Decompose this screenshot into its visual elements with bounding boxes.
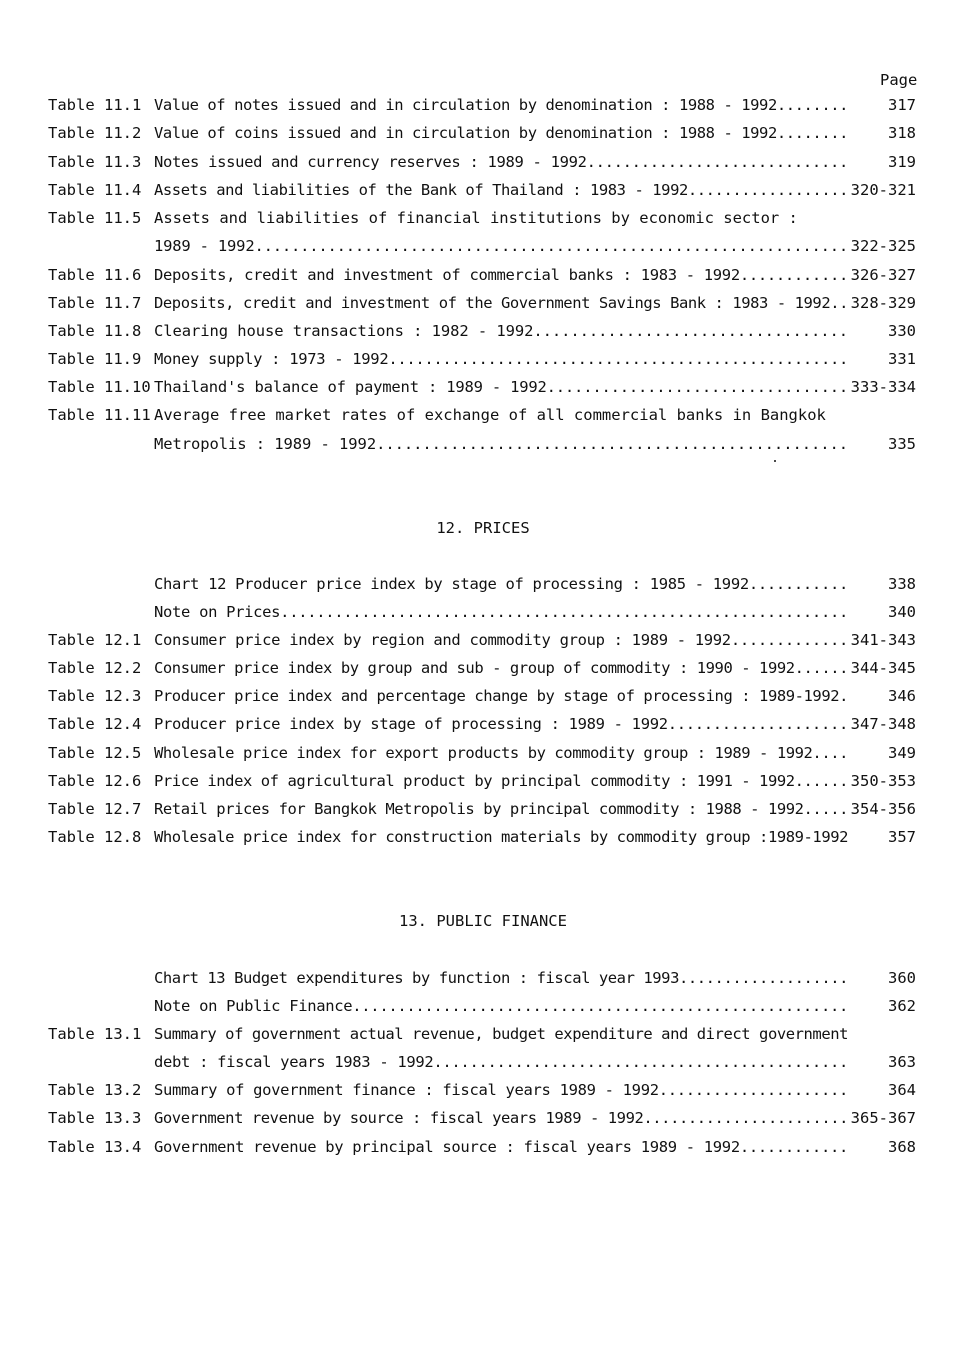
page-number: 322-325: [850, 237, 916, 255]
toc-entry: [0, 1138, 966, 1162]
table-number: Table 13.2: [48, 1081, 142, 1099]
entry-title: Summary of government finance : fiscal years 1989 - 1992.....................: [154, 1081, 848, 1099]
entry-title: Chart 13 Budget expenditures by function : fiscal year 1993...................: [154, 969, 849, 987]
table-number: Table 12.3: [48, 687, 142, 705]
entry-title: Consumer price index by group and sub - group of commodity : 1990 - 1992......: [154, 659, 849, 677]
toc-entry: [0, 209, 966, 233]
entry-title: 1989 - 1992.................................................................: [154, 237, 849, 255]
page-number: 319: [888, 153, 916, 171]
table-number: Table 11.7: [48, 294, 142, 312]
entry-title: Assets and liabilities of financial institutions by economic sector :: [154, 209, 798, 227]
toc-entry: [0, 181, 966, 205]
entry-title: Notes issued and currency reserves : 1989 - 1992.............................: [154, 153, 848, 171]
entry-title: Note on Public Finance.......................................................: [154, 997, 848, 1015]
table-number: Table 11.9: [48, 350, 142, 368]
page-number: 362: [888, 997, 916, 1015]
table-number: Table 12.6: [48, 772, 142, 790]
toc-entry: [0, 350, 966, 374]
toc-entry: [0, 687, 966, 711]
toc-entry: [0, 603, 966, 627]
entry-title: Value of coins issued and in circulation by denomination : 1988 - 1992........: [154, 124, 849, 142]
table-number: Table 12.5: [48, 744, 142, 762]
table-number: Table 12.7: [48, 800, 142, 818]
entry-title: Chart 12 Producer price index by stage of processing : 1985 - 1992...........: [154, 575, 848, 593]
toc-entry: [0, 1109, 966, 1133]
table-number: Table 11.5: [48, 209, 142, 227]
page-number: 357: [888, 828, 916, 846]
entry-title: Deposits, credit and investment of the Government Savings Bank : 1983 - 1992..: [154, 294, 849, 312]
page-number: 340: [888, 603, 916, 621]
page-number: 344-345: [850, 659, 916, 677]
entry-title: Producer price index by stage of processing : 1989 - 1992....................: [154, 715, 848, 733]
toc-entry: [0, 124, 966, 148]
entry-title: Money supply : 1973 - 1992...................................................: [154, 350, 848, 368]
entry-title: Consumer price index by region and commodity group : 1989 - 1992.............: [154, 631, 848, 649]
toc-entry: [0, 997, 966, 1021]
table-number: Table 11.1: [48, 96, 142, 114]
entry-title: Price index of agricultural product by principal commodity : 1991 - 1992......: [154, 772, 849, 790]
entry-title: Wholesale price index for export products by commodity group : 1989 - 1992....: [154, 744, 849, 762]
page-number: 335: [888, 435, 916, 453]
section-heading: 13. PUBLIC FINANCE: [399, 912, 567, 930]
page-number: 326-327: [850, 266, 916, 284]
toc-entry: [0, 800, 966, 824]
entry-title: Government revenue by source : fiscal years 1989 - 1992.......................: [154, 1109, 849, 1127]
page-number: 349: [888, 744, 916, 762]
page-number: 360: [888, 969, 916, 987]
page-number: 354-356: [850, 800, 916, 818]
toc-entry: [0, 294, 966, 318]
toc-entry: [0, 435, 966, 459]
entry-title: Note on Prices...............................................................: [154, 603, 848, 621]
toc-entry: [0, 378, 966, 402]
table-number: Table 11.11: [48, 406, 151, 424]
page-number: 331: [888, 350, 916, 368]
toc-entry: [0, 237, 966, 261]
table-number: Table 11.8: [48, 322, 142, 340]
page-number: 341-343: [850, 631, 916, 649]
toc-entry: [0, 631, 966, 655]
toc-entry: [0, 96, 966, 120]
toc-entry: [0, 715, 966, 739]
toc-entry: [0, 828, 966, 852]
page-number: 320-321: [850, 181, 916, 199]
entry-title: Summary of government actual revenue, budget expenditure and direct government: [154, 1025, 849, 1043]
page-number: 365-367: [850, 1109, 916, 1127]
entry-title: Deposits, credit and investment of commercial banks : 1983 - 1992............: [154, 266, 848, 284]
table-number: Table 13.3: [48, 1109, 142, 1127]
page-number: 364: [888, 1081, 916, 1099]
entry-title: Average free market rates of exchange of all commercial banks in Bangkok: [154, 406, 826, 424]
entry-title: Producer price index and percentage change by stage of processing : 1989-1992.: [154, 687, 849, 705]
entry-title: Assets and liabilities of the Bank of Thailand : 1983 - 1992..................: [154, 181, 849, 199]
entry-title: Metropolis : 1989 - 1992...................................................: [154, 435, 848, 453]
toc-entry: [0, 772, 966, 796]
page-number: 338: [888, 575, 916, 593]
toc-entry: [0, 1025, 966, 1049]
table-number: Table 13.4: [48, 1138, 142, 1156]
table-number: Table 12.8: [48, 828, 142, 846]
toc-entry: [0, 153, 966, 177]
entry-title: Government revenue by principal source : fiscal years 1989 - 1992............: [154, 1138, 848, 1156]
toc-entry: [0, 744, 966, 768]
stray-dot-mark: [774, 460, 776, 462]
entry-title: Value of notes issued and in circulation by denomination : 1988 - 1992........: [154, 96, 849, 114]
toc-entry: [0, 969, 966, 993]
page-number: 347-348: [850, 715, 916, 733]
toc-entry: [0, 575, 966, 599]
page-column-header: Page: [880, 71, 918, 89]
entry-title: Clearing house transactions : 1982 - 1992..................................: [154, 322, 848, 340]
table-number: Table 11.2: [48, 124, 142, 142]
table-number: Table 11.6: [48, 266, 142, 284]
toc-entry: [0, 322, 966, 346]
page-number: 317: [888, 96, 916, 114]
toc-entry: [0, 1053, 966, 1077]
page-number: 330: [888, 322, 916, 340]
page-number: 318: [888, 124, 916, 142]
page-number: 333-334: [850, 378, 916, 396]
table-number: Table 12.2: [48, 659, 142, 677]
table-number: Table 12.1: [48, 631, 142, 649]
toc-entry: [0, 659, 966, 683]
entry-title: debt : fiscal years 1983 - 1992..............................................: [154, 1053, 848, 1071]
page-number: 368: [888, 1138, 916, 1156]
toc-entry: [0, 266, 966, 290]
table-number: Table 11.3: [48, 153, 142, 171]
section-heading: 12. PRICES: [436, 519, 530, 537]
entry-title: Thailand's balance of payment : 1989 - 1992.................................: [154, 378, 849, 396]
toc-entry: [0, 1081, 966, 1105]
table-number: Table 11.4: [48, 181, 142, 199]
table-number: Table 13.1: [48, 1025, 142, 1043]
entry-title: Retail prices for Bangkok Metropolis by principal commodity : 1988 - 1992.....: [154, 800, 849, 818]
table-number: Table 11.10: [48, 378, 151, 396]
toc-entry: [0, 406, 966, 430]
page-number: 350-353: [850, 772, 916, 790]
page-number: 346: [888, 687, 916, 705]
table-number: Table 12.4: [48, 715, 142, 733]
page-number: 363: [888, 1053, 916, 1071]
entry-title: Wholesale price index for construction materials by commodity group :1989-1992: [154, 828, 849, 846]
page-number: 328-329: [850, 294, 916, 312]
